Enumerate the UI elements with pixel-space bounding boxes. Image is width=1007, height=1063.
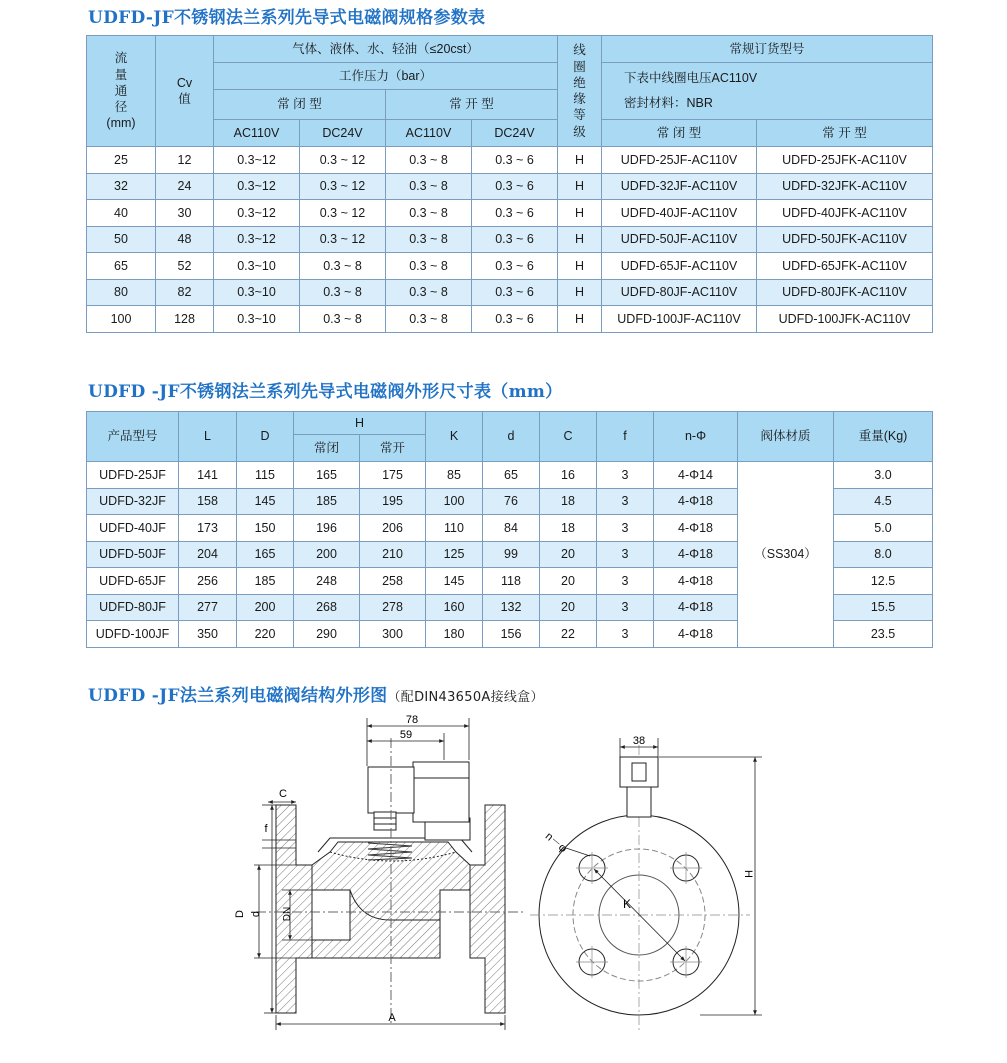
- cell-model-no: UDFD-100JFK-AC110V: [757, 306, 933, 333]
- cell-insulation: H: [558, 306, 602, 333]
- header-d: d: [483, 412, 540, 462]
- cell-H-no: 258: [360, 568, 426, 595]
- dim-d: d: [250, 910, 262, 918]
- cell-K: 110: [426, 515, 483, 542]
- header-nc-dc: DC24V: [300, 120, 386, 147]
- header-order: 常规订货型号: [602, 36, 933, 63]
- cell-H-no: 300: [360, 621, 426, 648]
- dim-n-phi: n－φ: [542, 830, 570, 856]
- order-note-seal: 密封材料：NBR: [624, 96, 713, 110]
- header-nc-ac: AC110V: [214, 120, 300, 147]
- cell-no-dc: 0.3 ~ 6: [472, 253, 558, 280]
- header-n-phi: n-Φ: [654, 412, 738, 462]
- front-dimensions: [566, 738, 762, 1015]
- cell-nc-dc: 0.3 ~ 8: [300, 279, 386, 306]
- cell-D: 220: [237, 621, 294, 648]
- header-weight: 重量(Kg): [834, 412, 933, 462]
- cell-L: 256: [179, 568, 237, 595]
- header-normally-closed: 常 闭 型: [214, 90, 386, 120]
- cell-cv: 52: [156, 253, 214, 280]
- cell-model-nc: UDFD-65JF-AC110V: [602, 253, 757, 280]
- cell-model-no: UDFD-80JFK-AC110V: [757, 279, 933, 306]
- cell-C: 20: [540, 594, 597, 621]
- cell-H-nc: 248: [294, 568, 360, 595]
- cell-cv: 128: [156, 306, 214, 333]
- cell-n-phi: 4-Φ18: [654, 488, 738, 515]
- cell-f: 3: [597, 568, 654, 595]
- header-H-no: 常开: [360, 435, 426, 462]
- right-flange: [470, 805, 505, 1013]
- cell-f: 3: [597, 594, 654, 621]
- cell-model: UDFD-65JF: [87, 568, 179, 595]
- cell-insulation: H: [558, 279, 602, 306]
- dim-DN: DN: [282, 906, 293, 922]
- cell-L: 141: [179, 462, 237, 489]
- cell-weight: 4.5: [834, 488, 933, 515]
- cell-D: 145: [237, 488, 294, 515]
- cell-insulation: H: [558, 147, 602, 174]
- cell-nc-dc: 0.3 ~ 8: [300, 253, 386, 280]
- header-H-nc: 常闭: [294, 435, 360, 462]
- cell-nc-ac: 0.3~10: [214, 253, 300, 280]
- cell-model: UDFD-50JF: [87, 541, 179, 568]
- cell-nc-ac: 0.3~12: [214, 200, 300, 227]
- cell-weight: 23.5: [834, 621, 933, 648]
- cell-f: 3: [597, 621, 654, 648]
- cell-nc-ac: 0.3~10: [214, 306, 300, 333]
- cell-d: 132: [483, 594, 540, 621]
- cell-n-phi: 4-Φ18: [654, 621, 738, 648]
- cell-D: 150: [237, 515, 294, 542]
- table2-title: UDFD -JF不锈钢法兰系列先导式电磁阀外形尺寸表（mm）: [88, 382, 563, 402]
- cell-no-ac: 0.3 ~ 8: [386, 279, 472, 306]
- cell-model-no: UDFD-40JFK-AC110V: [757, 200, 933, 227]
- cell-model: UDFD-40JF: [87, 515, 179, 542]
- header-order-no: 常 开 型: [757, 120, 933, 147]
- cell-H-nc: 165: [294, 462, 360, 489]
- cell-H-nc: 185: [294, 488, 360, 515]
- cell-nc-ac: 0.3~12: [214, 226, 300, 253]
- cell-model-no: UDFD-50JFK-AC110V: [757, 226, 933, 253]
- cell-D: 185: [237, 568, 294, 595]
- cell-C: 20: [540, 541, 597, 568]
- cell-model-nc: UDFD-80JF-AC110V: [602, 279, 757, 306]
- dim-D: D: [234, 910, 246, 918]
- cell-insulation: H: [558, 173, 602, 200]
- table1-title: UDFD-JF不锈钢法兰系列先导式电磁阀规格参数表: [88, 8, 486, 28]
- cell-f: 3: [597, 488, 654, 515]
- header-model: 产品型号: [87, 412, 179, 462]
- cell-model-nc: UDFD-50JF-AC110V: [602, 226, 757, 253]
- cell-d: 99: [483, 541, 540, 568]
- cell-C: 20: [540, 568, 597, 595]
- cell-nc-ac: 0.3~12: [214, 173, 300, 200]
- cell-nc-dc: 0.3 ~ 12: [300, 147, 386, 174]
- cell-model-no: UDFD-25JFK-AC110V: [757, 147, 933, 174]
- cell-H-no: 195: [360, 488, 426, 515]
- header-K: K: [426, 412, 483, 462]
- cell-f: 3: [597, 541, 654, 568]
- cell-nc-dc: 0.3 ~ 8: [300, 306, 386, 333]
- dim-38: 38: [632, 735, 646, 747]
- order-note-voltage: 下表中线圈电压AC110V: [624, 71, 758, 85]
- header-cv-text: Cv 值: [176, 75, 193, 106]
- header-order-nc: 常 闭 型: [602, 120, 757, 147]
- cell-K: 125: [426, 541, 483, 568]
- header-f: f: [597, 412, 654, 462]
- cell-no-ac: 0.3 ~ 8: [386, 226, 472, 253]
- cell-model: UDFD-100JF: [87, 621, 179, 648]
- cell-no-dc: 0.3 ~ 6: [472, 306, 558, 333]
- dim-K: K: [622, 897, 632, 911]
- cell-H-nc: 200: [294, 541, 360, 568]
- cell-dn: 50: [87, 226, 156, 253]
- cell-f: 3: [597, 515, 654, 542]
- front-view: [530, 745, 750, 1030]
- header-no-dc: DC24V: [472, 120, 558, 147]
- cell-model: UDFD-32JF: [87, 488, 179, 515]
- cell-L: 277: [179, 594, 237, 621]
- cell-cv: 48: [156, 226, 214, 253]
- header-no-ac: AC110V: [386, 120, 472, 147]
- header-material: 阀体材质: [738, 412, 834, 462]
- cell-C: 18: [540, 515, 597, 542]
- header-H: H: [294, 412, 426, 435]
- cell-dn: 32: [87, 173, 156, 200]
- cell-insulation: H: [558, 226, 602, 253]
- cell-dn: 40: [87, 200, 156, 227]
- cell-nc-ac: 0.3~10: [214, 279, 300, 306]
- cell-H-no: 206: [360, 515, 426, 542]
- cell-d: 76: [483, 488, 540, 515]
- drawing-subtitle: （配DIN43650A接线盒）: [387, 690, 544, 705]
- cell-model: UDFD-80JF: [87, 594, 179, 621]
- dim-59: 59: [399, 729, 413, 741]
- cell-nc-dc: 0.3 ~ 12: [300, 226, 386, 253]
- cell-C: 16: [540, 462, 597, 489]
- dim-f: f: [264, 823, 268, 835]
- cell-H-nc: 290: [294, 621, 360, 648]
- cell-d: 118: [483, 568, 540, 595]
- cell-no-ac: 0.3 ~ 8: [386, 200, 472, 227]
- dim-78: 78: [405, 714, 419, 726]
- cell-L: 204: [179, 541, 237, 568]
- header-pressure: 工作压力（bar）: [214, 63, 558, 90]
- cell-nc-ac: 0.3~12: [214, 147, 300, 174]
- cell-model: UDFD-25JF: [87, 462, 179, 489]
- cell-model-nc: UDFD-40JF-AC110V: [602, 200, 757, 227]
- header-L: L: [179, 412, 237, 462]
- cell-D: 165: [237, 541, 294, 568]
- cell-K: 85: [426, 462, 483, 489]
- cell-f: 3: [597, 462, 654, 489]
- solenoid-coil: [413, 762, 469, 822]
- cell-dn: 25: [87, 147, 156, 174]
- cell-n-phi: 4-Φ18: [654, 515, 738, 542]
- cell-dn: 100: [87, 306, 156, 333]
- cell-cv: 30: [156, 200, 214, 227]
- cell-no-dc: 0.3 ~ 6: [472, 147, 558, 174]
- cell-no-dc: 0.3 ~ 6: [472, 279, 558, 306]
- cell-n-phi: 4-Φ18: [654, 568, 738, 595]
- cell-model-nc: UDFD-32JF-AC110V: [602, 173, 757, 200]
- cell-d: 156: [483, 621, 540, 648]
- cell-dn: 80: [87, 279, 156, 306]
- dim-H: H: [742, 870, 754, 878]
- cell-D: 200: [237, 594, 294, 621]
- cell-H-no: 175: [360, 462, 426, 489]
- cell-model-nc: UDFD-100JF-AC110V: [602, 306, 757, 333]
- cell-insulation: H: [558, 200, 602, 227]
- cell-nc-dc: 0.3 ~ 12: [300, 200, 386, 227]
- cell-no-dc: 0.3 ~ 6: [472, 173, 558, 200]
- cell-model-no: UDFD-65JFK-AC110V: [757, 253, 933, 280]
- cell-H-nc: 268: [294, 594, 360, 621]
- header-insulation-text: 线 圈 绝 缘 等 级: [573, 43, 586, 139]
- cell-H-no: 278: [360, 594, 426, 621]
- header-normally-open: 常 开 型: [386, 90, 558, 120]
- cell-L: 173: [179, 515, 237, 542]
- cell-n-phi: 4-Φ14: [654, 462, 738, 489]
- cell-cv: 24: [156, 173, 214, 200]
- cell-D: 115: [237, 462, 294, 489]
- cell-no-ac: 0.3 ~ 8: [386, 306, 472, 333]
- coil-front: [627, 787, 651, 817]
- cell-C: 22: [540, 621, 597, 648]
- cell-H-nc: 196: [294, 515, 360, 542]
- cell-model-nc: UDFD-25JF-AC110V: [602, 147, 757, 174]
- side-section-view: [256, 738, 525, 1025]
- cell-d: 65: [483, 462, 540, 489]
- header-media: 气体、液体、水、轻油（≤20cst）: [214, 36, 558, 63]
- cell-L: 350: [179, 621, 237, 648]
- cell-K: 100: [426, 488, 483, 515]
- cell-weight: 8.0: [834, 541, 933, 568]
- header-D: D: [237, 412, 294, 462]
- cell-material: （SS304）: [738, 462, 834, 648]
- cell-no-ac: 0.3 ~ 8: [386, 147, 472, 174]
- cell-no-dc: 0.3 ~ 6: [472, 200, 558, 227]
- dim-C: C: [279, 788, 287, 800]
- cell-n-phi: 4-Φ18: [654, 541, 738, 568]
- header-C: C: [540, 412, 597, 462]
- cell-H-no: 210: [360, 541, 426, 568]
- cell-weight: 5.0: [834, 515, 933, 542]
- cell-n-phi: 4-Φ18: [654, 594, 738, 621]
- cell-no-dc: 0.3 ~ 6: [472, 226, 558, 253]
- header-dn-text: 流 量 通 径 (mm): [106, 51, 136, 131]
- cell-K: 145: [426, 568, 483, 595]
- cell-cv: 12: [156, 147, 214, 174]
- cell-no-ac: 0.3 ~ 8: [386, 253, 472, 280]
- cell-K: 160: [426, 594, 483, 621]
- cell-weight: 15.5: [834, 594, 933, 621]
- cell-dn: 65: [87, 253, 156, 280]
- cell-no-ac: 0.3 ~ 8: [386, 173, 472, 200]
- cell-cv: 82: [156, 279, 214, 306]
- cell-weight: 3.0: [834, 462, 933, 489]
- cell-d: 84: [483, 515, 540, 542]
- dim-A: A: [388, 1012, 396, 1024]
- drawing-title-text: UDFD -JF法兰系列电磁阀结构外形图: [88, 686, 388, 706]
- cell-insulation: H: [558, 253, 602, 280]
- cell-C: 18: [540, 488, 597, 515]
- cell-model-no: UDFD-32JFK-AC110V: [757, 173, 933, 200]
- cell-L: 158: [179, 488, 237, 515]
- cell-nc-dc: 0.3 ~ 12: [300, 173, 386, 200]
- cell-weight: 12.5: [834, 568, 933, 595]
- cell-K: 180: [426, 621, 483, 648]
